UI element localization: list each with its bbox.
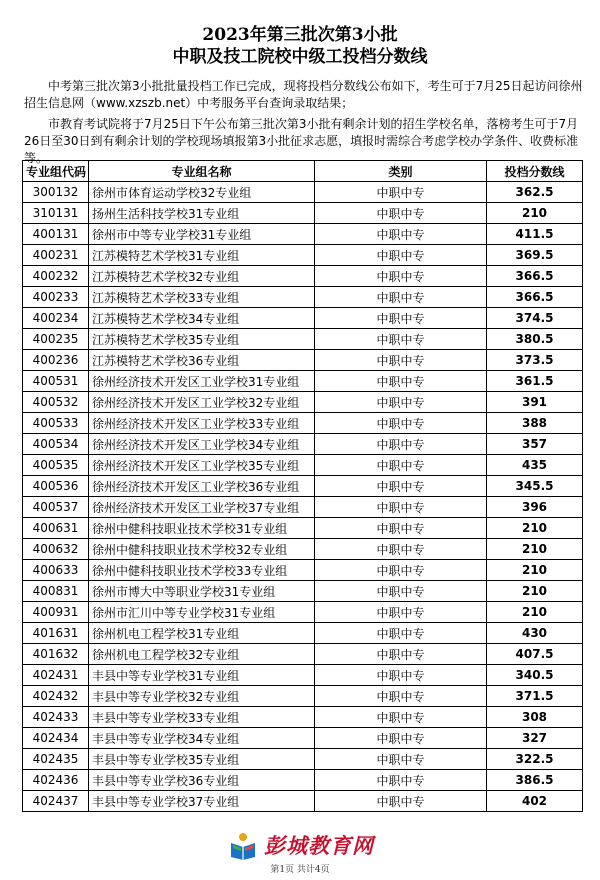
group-name-cell: 徐州经济技术开发区工业学校34专业组 bbox=[89, 434, 315, 455]
table-row bbox=[23, 434, 583, 455]
header-category: 类别 bbox=[315, 161, 487, 182]
score-cell: 391 bbox=[487, 392, 583, 413]
score-cell: 388 bbox=[487, 413, 583, 434]
intro-paragraph-1 bbox=[24, 78, 584, 112]
page-subtitle: 中职及技工院校中级工投档分数线 bbox=[172, 47, 428, 67]
category-cell: 中职中专 bbox=[315, 518, 487, 539]
group-code-cell: 400533 bbox=[23, 413, 89, 434]
intro-text-2: 市教育考试院将于7月25日下午公布第三批次第3小批有剩余计划的招生学校名单，落榜考生可于7月26日至30日到有剩余计划的学校现场填报第3小批征求志愿，填报时需综合考虑学校办学条件、收费标准等。 bbox=[24, 117, 579, 165]
table-row bbox=[23, 455, 583, 476]
group-code-cell: 400633 bbox=[23, 560, 89, 581]
score-table bbox=[22, 160, 583, 812]
group-name-cell: 徐州市汇川中等专业学校31专业组 bbox=[89, 602, 315, 623]
score-cell: 374.5 bbox=[487, 308, 583, 329]
group-name-cell: 徐州中健科技职业技术学校33专业组 bbox=[89, 560, 315, 581]
group-code-cell: 300132 bbox=[23, 182, 89, 203]
group-name-cell: 江苏模特艺术学校31专业组 bbox=[89, 245, 315, 266]
score-cell: 407.5 bbox=[487, 644, 583, 665]
group-name-cell: 丰县中等专业学校31专业组 bbox=[89, 665, 315, 686]
group-code-cell: 401631 bbox=[23, 623, 89, 644]
group-code-cell: 400537 bbox=[23, 497, 89, 518]
group-code-cell: 400131 bbox=[23, 224, 89, 245]
category-cell: 中职中专 bbox=[315, 581, 487, 602]
group-code-cell: 402431 bbox=[23, 665, 89, 686]
group-code-cell: 400535 bbox=[23, 455, 89, 476]
logo-text: 彭城教育网 bbox=[264, 834, 374, 858]
group-name-cell: 徐州经济技术开发区工业学校37专业组 bbox=[89, 497, 315, 518]
table-row bbox=[23, 581, 583, 602]
score-cell: 380.5 bbox=[487, 329, 583, 350]
group-name-cell: 江苏模特艺术学校35专业组 bbox=[89, 329, 315, 350]
score-cell: 430 bbox=[487, 623, 583, 644]
table-row bbox=[23, 476, 583, 497]
category-cell: 中职中专 bbox=[315, 476, 487, 497]
score-cell: 373.5 bbox=[487, 350, 583, 371]
score-cell: 386.5 bbox=[487, 770, 583, 791]
group-code-cell: 400236 bbox=[23, 350, 89, 371]
score-cell: 402 bbox=[487, 791, 583, 812]
category-cell: 中职中专 bbox=[315, 371, 487, 392]
table-row bbox=[23, 371, 583, 392]
group-name-cell: 徐州机电工程学校31专业组 bbox=[89, 623, 315, 644]
group-name-cell: 徐州机电工程学校32专业组 bbox=[89, 644, 315, 665]
table-row bbox=[23, 707, 583, 728]
score-cell: 210 bbox=[487, 581, 583, 602]
score-cell: 411.5 bbox=[487, 224, 583, 245]
category-cell: 中职中专 bbox=[315, 728, 487, 749]
group-name-cell: 丰县中等专业学校32专业组 bbox=[89, 686, 315, 707]
group-code-cell: 400231 bbox=[23, 245, 89, 266]
group-name-cell: 徐州经济技术开发区工业学校36专业组 bbox=[89, 476, 315, 497]
group-name-cell: 徐州经济技术开发区工业学校35专业组 bbox=[89, 455, 315, 476]
score-cell: 210 bbox=[487, 560, 583, 581]
group-name-cell: 丰县中等专业学校35专业组 bbox=[89, 749, 315, 770]
table-row bbox=[23, 749, 583, 770]
table-row bbox=[23, 602, 583, 623]
score-cell: 210 bbox=[487, 602, 583, 623]
category-cell: 中职中专 bbox=[315, 791, 487, 812]
score-cell: 357 bbox=[487, 434, 583, 455]
category-cell: 中职中专 bbox=[315, 560, 487, 581]
group-code-cell: 400233 bbox=[23, 287, 89, 308]
score-cell: 361.5 bbox=[487, 371, 583, 392]
page-title: 2023年第三批次第3小批 bbox=[202, 25, 398, 45]
table-row bbox=[23, 287, 583, 308]
group-name-cell: 丰县中等专业学校33专业组 bbox=[89, 707, 315, 728]
score-cell: 322.5 bbox=[487, 749, 583, 770]
score-cell: 340.5 bbox=[487, 665, 583, 686]
group-code-cell: 400534 bbox=[23, 434, 89, 455]
score-cell: 210 bbox=[487, 203, 583, 224]
group-code-cell: 400931 bbox=[23, 602, 89, 623]
group-code-cell: 402437 bbox=[23, 791, 89, 812]
category-cell: 中职中专 bbox=[315, 203, 487, 224]
group-name-cell: 徐州经济技术开发区工业学校32专业组 bbox=[89, 392, 315, 413]
table-row bbox=[23, 539, 583, 560]
category-cell: 中职中专 bbox=[315, 329, 487, 350]
group-name-cell: 丰县中等专业学校36专业组 bbox=[89, 770, 315, 791]
group-code-cell: 400632 bbox=[23, 539, 89, 560]
category-cell: 中职中专 bbox=[315, 770, 487, 791]
table-row bbox=[23, 413, 583, 434]
table-row bbox=[23, 392, 583, 413]
group-name-cell: 徐州中健科技职业技术学校31专业组 bbox=[89, 518, 315, 539]
category-cell: 中职中专 bbox=[315, 749, 487, 770]
score-cell: 210 bbox=[487, 518, 583, 539]
group-name-cell: 江苏模特艺术学校33专业组 bbox=[89, 287, 315, 308]
table-row bbox=[23, 560, 583, 581]
table-row bbox=[23, 518, 583, 539]
table-row bbox=[23, 791, 583, 812]
category-cell: 中职中专 bbox=[315, 602, 487, 623]
page-footer: 第1页 共计4页 bbox=[270, 865, 330, 875]
score-cell: 435 bbox=[487, 455, 583, 476]
score-cell: 366.5 bbox=[487, 287, 583, 308]
table-row bbox=[23, 623, 583, 644]
group-code-cell: 402433 bbox=[23, 707, 89, 728]
group-name-cell: 丰县中等专业学校37专业组 bbox=[89, 791, 315, 812]
table-row bbox=[23, 203, 583, 224]
category-cell: 中职中专 bbox=[315, 182, 487, 203]
group-name-cell: 江苏模特艺术学校36专业组 bbox=[89, 350, 315, 371]
header-score-line: 投档分数线 bbox=[487, 161, 583, 182]
table-row bbox=[23, 497, 583, 518]
category-cell: 中职中专 bbox=[315, 644, 487, 665]
group-name-cell: 徐州经济技术开发区工业学校31专业组 bbox=[89, 371, 315, 392]
group-code-cell: 401632 bbox=[23, 644, 89, 665]
score-cell: 369.5 bbox=[487, 245, 583, 266]
category-cell: 中职中专 bbox=[315, 497, 487, 518]
table-row bbox=[23, 182, 583, 203]
table-row bbox=[23, 665, 583, 686]
category-cell: 中职中专 bbox=[315, 308, 487, 329]
score-cell: 345.5 bbox=[487, 476, 583, 497]
category-cell: 中职中专 bbox=[315, 665, 487, 686]
category-cell: 中职中专 bbox=[315, 287, 487, 308]
group-name-cell: 徐州中健科技职业技术学校32专业组 bbox=[89, 539, 315, 560]
group-name-cell: 扬州生活科技学校31专业组 bbox=[89, 203, 315, 224]
table-row bbox=[23, 350, 583, 371]
category-cell: 中职中专 bbox=[315, 455, 487, 476]
category-cell: 中职中专 bbox=[315, 224, 487, 245]
category-cell: 中职中专 bbox=[315, 350, 487, 371]
table-row bbox=[23, 329, 583, 350]
category-cell: 中职中专 bbox=[315, 434, 487, 455]
intro-text-1: 中考第三批次第3小批批量投档工作已完成，现将投档分数线公布如下，考生可于7月25日起访问徐州招生信息网（www.xzszb.net）中考服务平台查询录取结果； bbox=[24, 79, 583, 110]
score-cell: 366.5 bbox=[487, 266, 583, 287]
group-code-cell: 402435 bbox=[23, 749, 89, 770]
group-code-cell: 402434 bbox=[23, 728, 89, 749]
group-code-cell: 402436 bbox=[23, 770, 89, 791]
score-cell: 362.5 bbox=[487, 182, 583, 203]
table-row bbox=[23, 770, 583, 791]
group-name-cell: 江苏模特艺术学校32专业组 bbox=[89, 266, 315, 287]
table-header-row bbox=[23, 161, 583, 182]
group-name-cell: 徐州市博大中等职业学校31专业组 bbox=[89, 581, 315, 602]
group-code-cell: 400831 bbox=[23, 581, 89, 602]
category-cell: 中职中专 bbox=[315, 266, 487, 287]
group-name-cell: 徐州市体育运动学校32专业组 bbox=[89, 182, 315, 203]
table-row bbox=[23, 266, 583, 287]
category-cell: 中职中专 bbox=[315, 245, 487, 266]
score-cell: 327 bbox=[487, 728, 583, 749]
group-name-cell: 徐州经济技术开发区工业学校33专业组 bbox=[89, 413, 315, 434]
score-cell: 210 bbox=[487, 539, 583, 560]
category-cell: 中职中专 bbox=[315, 686, 487, 707]
book-logo-icon bbox=[228, 831, 258, 861]
category-cell: 中职中专 bbox=[315, 623, 487, 644]
group-code-cell: 400532 bbox=[23, 392, 89, 413]
table-row bbox=[23, 308, 583, 329]
header-group-code: 专业组代码 bbox=[23, 161, 89, 182]
table-row bbox=[23, 728, 583, 749]
header-group-name: 专业组名称 bbox=[89, 161, 315, 182]
score-cell: 396 bbox=[487, 497, 583, 518]
table-row bbox=[23, 644, 583, 665]
group-code-cell: 400232 bbox=[23, 266, 89, 287]
category-cell: 中职中专 bbox=[315, 413, 487, 434]
category-cell: 中职中专 bbox=[315, 707, 487, 728]
group-name-cell: 丰县中等专业学校34专业组 bbox=[89, 728, 315, 749]
score-cell: 308 bbox=[487, 707, 583, 728]
score-cell: 371.5 bbox=[487, 686, 583, 707]
table-row bbox=[23, 686, 583, 707]
group-code-cell: 310131 bbox=[23, 203, 89, 224]
group-name-cell: 江苏模特艺术学校34专业组 bbox=[89, 308, 315, 329]
table-row bbox=[23, 245, 583, 266]
category-cell: 中职中专 bbox=[315, 392, 487, 413]
group-name-cell: 徐州市中等专业学校31专业组 bbox=[89, 224, 315, 245]
group-code-cell: 400631 bbox=[23, 518, 89, 539]
table-row bbox=[23, 224, 583, 245]
group-code-cell: 400235 bbox=[23, 329, 89, 350]
group-code-cell: 402432 bbox=[23, 686, 89, 707]
group-code-cell: 400536 bbox=[23, 476, 89, 497]
group-code-cell: 400531 bbox=[23, 371, 89, 392]
group-code-cell: 400234 bbox=[23, 308, 89, 329]
category-cell: 中职中专 bbox=[315, 539, 487, 560]
